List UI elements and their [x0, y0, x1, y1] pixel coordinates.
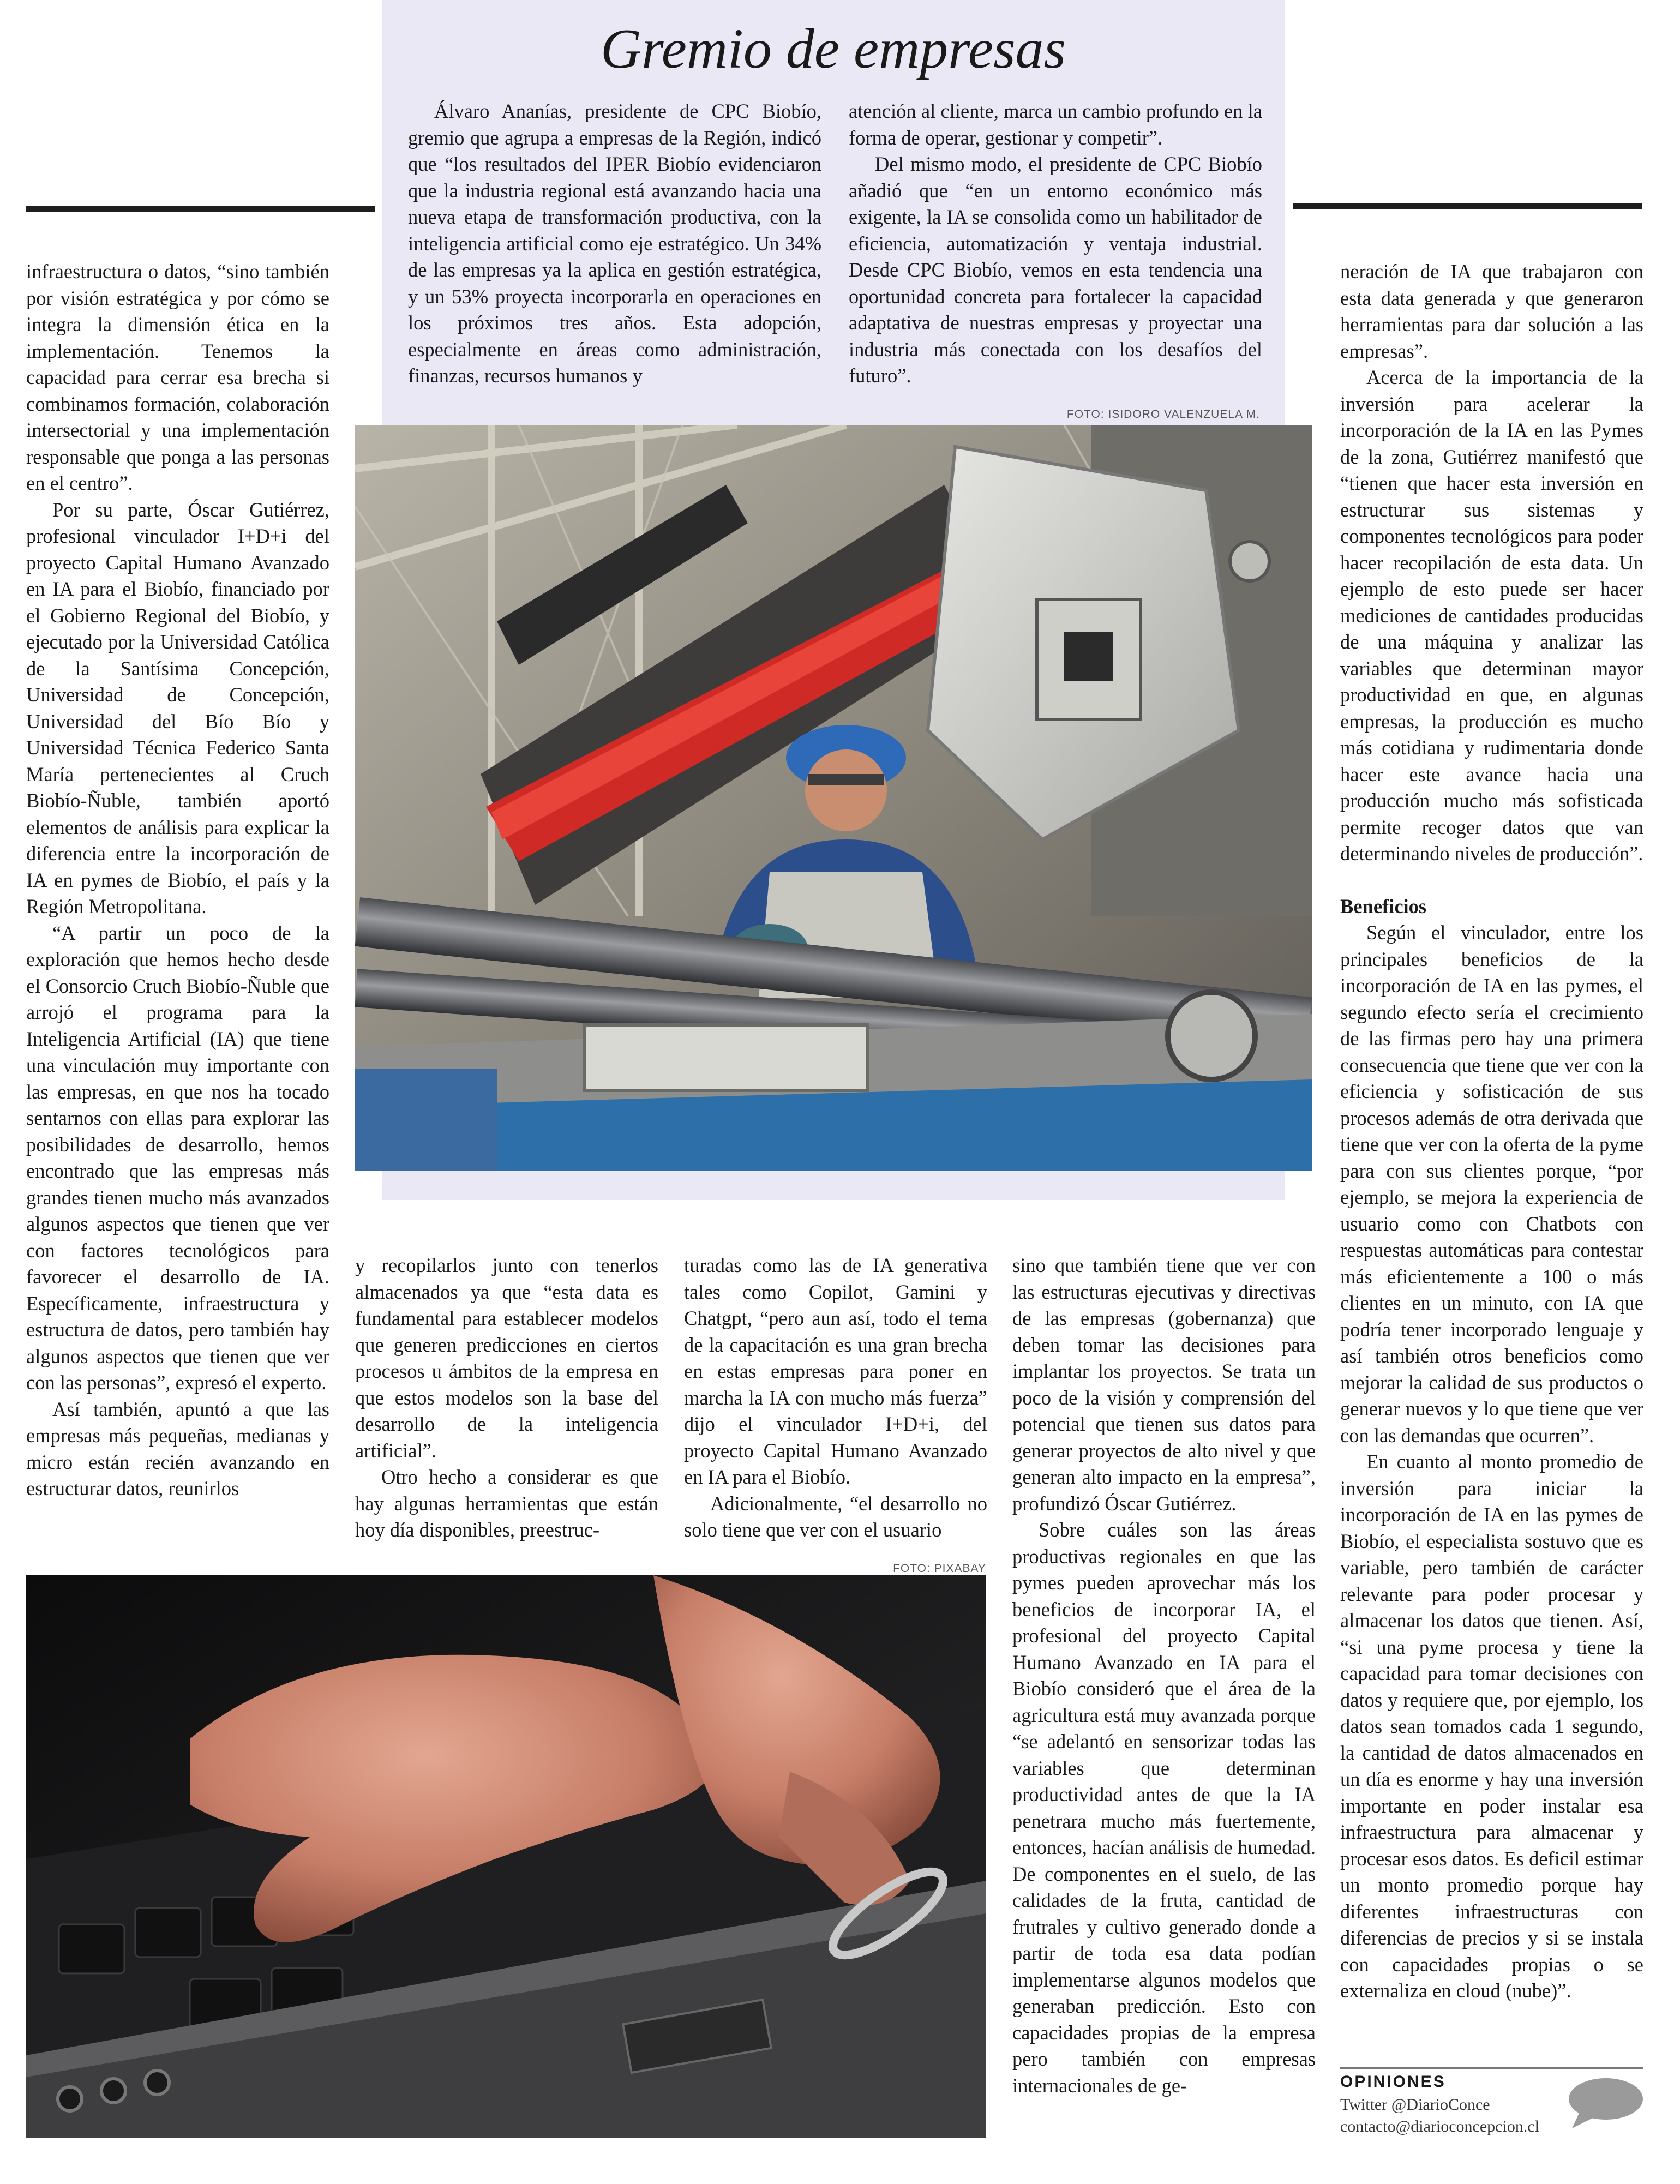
- article-paragraph: neración de IA que trabajaron con esta data generada y que generaron herramientas para dar solución a las empresas”.: [1340, 260, 1643, 362]
- article-paragraph: Según el vinculador, entre los principales beneficios de la incorporación de IA en las pymes, el segundo efecto sería el crecimiento de las firmas pero hay una primera consecuencia que tiene que ver con la eficiencia y sofisticación de sus procesos además de otra derivada que tiene que ver con la oferta de la pyme para con sus clientes porque, “por ejemplo, se mejora la experiencia de usuario como con Chatbots con respuestas automáticas para contestar más eficientemente a 100 o más clientes en un minuto, con IA que podría tener incorporado lenguaje y así también otros beneficios como mejorar la calidad de sus productos o generar nuevos y lo que tiene que ver con las demandas que ocurren”.: [1340, 921, 1643, 1447]
- photo-credit-keyboard: FOTO: PIXABAY: [893, 1562, 986, 1575]
- article-column-2: [355, 1252, 658, 1558]
- article-column-1: [26, 259, 329, 1557]
- box-title: Gremio de empresas: [600, 17, 1066, 80]
- box-paragraph: atención al cliente, marca un cambio profundo en la forma de operar, gestionar y competir”.: [849, 100, 1262, 149]
- article-paragraph: Acerca de la importancia de la inversión para acelerar la incorporación de la IA en las Pymes de la zona, Gutiérrez manifestó que “tienen que hacer esta inversión en estructurar sus sistemas y componentes tecnológicos para poder hacer recopilación de esta data. Un ejemplo de esto puede ser hacer mediciones de cantidades producidas de una máquina y analizar las variables que determinan mayor productividad en que, en algunas empresas, la producción es mucho más cotidiana y rudimentaria donde hacer este avance hacia una producción mucho más sofisticada permite recoger datos que van determinando niveles de producción”.: [1340, 366, 1643, 865]
- article-paragraph: “A partir un poco de la exploración que hemos hecho desde el Consorcio Cruch Biobío-Ñuble que arrojó el programa para la Inteligencia Artificial (IA) que tiene una vinculación muy importante con las empresas, en que nos ha tocado sentarnos con ellas para explorar las posibilidades de desarrollo, hemos encontrado que las empresas más grandes tienen mucho más avanzados algunos aspectos que tienen que ver con factores tecnológicos para favorecer el desarrollo de IA. Específicamente, infraestructura y estructura de datos, pero también hay algunos aspectos que tienen que ver con las personas”, expresó el experto.: [26, 921, 329, 1394]
- opiniones-twitter[interactable]: Twitter @DiarioConce: [1340, 2096, 1490, 2114]
- article-paragraph: Otro hecho a considerar es que hay algunas herramientas que están hoy día disponibles, preestruc-: [355, 1466, 658, 1541]
- keyboard-photo: [26, 1575, 986, 2138]
- speech-bubble-icon: [1567, 2076, 1645, 2129]
- top-rule-left: [26, 206, 375, 212]
- article-column-5: [1340, 259, 1643, 2053]
- article-paragraph: Adicionalmente, “el desarrollo no solo tiene que ver con el usuario: [684, 1492, 987, 1541]
- box-paragraph: Del mismo modo, el presidente de CPC Biobío añadió que “en un entorno económico más exigente, la IA se consolida como un habilitador de eficiencia, automatización y ventaja industrial. Desde CPC Biobío, vemos en esta tendencia una oportunidad concreta para fortalecer la capacidad adaptativa de nuestras empresas y proyectar una industria más conectada con los desafíos del futuro”.: [849, 153, 1262, 387]
- box-paragraph: Álvaro Ananías, presidente de CPC Biobío, gremio que agrupa a empresas de la Región, indicó que “los resultados del IPER Biobío evidenciaron que la industria regional está avanzando hacia una nueva etapa de transformación productiva, con la inteligencia artificial como eje estratégico. Un 34% de las empresas ya la aplica en gestión estratégica, y un 53% proyecta incorporarla en operaciones en los próximos tres años. Esta adopción, especialmente en áreas como administración, finanzas, recursos humanos y: [408, 100, 821, 387]
- opiniones-heading: OPINIONES: [1340, 2073, 1446, 2091]
- keyboard-hands-illustration: [26, 1575, 986, 2138]
- article-paragraph: infraestructura o datos, “sino también por visión estratégica y por cómo se integra la dimensión ética en la implementación. Tenemos la capacidad para cerrar esa brecha si combinamos formación, colaboración intersectorial y una implementación responsable que ponga a las personas en el centro”.: [26, 260, 329, 494]
- opiniones-rule: [1340, 2067, 1643, 2069]
- top-rule-right: [1293, 203, 1642, 209]
- article-paragraph: y recopilarlos junto con tenerlos almacenados ya que “esta data es fundamental para establecer modelos que generen predicciones en ciertos procesos u ámbitos de la empresa en que estos modelos son la base del desarrollo de la inteligencia artificial”.: [355, 1254, 658, 1462]
- box-column-right: [849, 98, 1262, 393]
- factory-photo: [355, 425, 1312, 1171]
- article-paragraph: Por su parte, Óscar Gutiérrez, profesional vinculador I+D+i del proyecto Capital Humano Avanzado en IA para el Biobío, financiado por el Gobierno Regional del Biobío, y ejecutado por la Universidad Católica de la Santísima Concepción, Universidad de Concepción, Universidad del Bío Bío y Universidad Técnica Federico Santa María pertenecientes al Cruch Biobío-Ñuble, también aportó elementos de análisis para explicar la diferencia entre la incorporación de IA en pymes de Biobío, el país y la Región Metropolitana.: [26, 498, 329, 917]
- article-column-3: [684, 1252, 987, 1558]
- box-column-left: [408, 98, 821, 393]
- factory-illustration: [355, 425, 1312, 1171]
- article-paragraph: Así también, apuntó a que las empresas más pequeñas, medianas y micro están recién avanzando en estructurar datos, reunirlos: [26, 1397, 329, 1499]
- article-column-4: [1012, 1252, 1316, 2169]
- subheading-beneficios: Beneficios: [1340, 895, 1427, 917]
- article-paragraph: turadas como las de IA generativa tales como Copilot, Gamini y Chatgpt, “pero aun así, todo el tema de la capacitación es una gran brecha en estas empresas para poner en marcha la IA con mucho más fuerza” dijo el vinculador I+D+i, del proyecto Capital Humano Avanzado en IA para el Biobío.: [684, 1254, 987, 1488]
- photo-credit-factory: FOTO: ISIDORO VALENZUELA M.: [1066, 408, 1260, 421]
- opiniones-email[interactable]: contacto@diarioconcepcion.cl: [1340, 2117, 1539, 2135]
- article-paragraph: sino que también tiene que ver con las estructuras ejecutivas y directivas de las empresas (gobernanza) que deben tomar las decisiones para implantar los proyectos. Se trata un poco de la visión y comprensión del potencial que tienen sus datos para generar proyectos de alto nivel y que generan alto impacto en la empresa”, profundizó Óscar Gutiérrez.: [1012, 1254, 1316, 1515]
- article-paragraph: En cuanto al monto promedio de inversión para iniciar la incorporación de IA en las pymes de Biobío, el especialista sostuvo que es variable, pero también de carácter relevante para poder procesar y almacenar los datos que tienen. Así, “si una pyme procesa y tiene la capacidad para tomar decisiones con datos y requiere que, por ejemplo, los datos sean tomados cada 1 segundo, la cantidad de datos almacenados en un día es enorme y hay una inversión importante en poder instalar esa infraestructura para almacenar y procesar esos datos. Es deficil estimar un monto promedio porque hay diferentes infraestructuras con diferencias de precios y si se instala con capacidades propias o se externaliza en cloud (nube)”.: [1340, 1450, 1643, 2002]
- article-paragraph: Sobre cuáles son las áreas productivas regionales en que las pymes pueden aprovechar más los beneficios de incorporar IA, el profesional del proyecto Capital Humano Avanzado en IA para el Biobío consideró que el área de la agricultura está muy avanzada porque “se adelantó en sensorizar todas las variables que determinan productividad antes de que la IA penetrara mucho más fuertemente, entonces, hacían análisis de humedad. De componentes en el suelo, de las calidades de la fruta, cantidad de frutrales y cultivo generado donde a partir de toda esa data podían implementarse algunos modelos que generaban predicción. Esto con capacidades propias de la empresa pero también con empresas internacionales de ge-: [1012, 1519, 1316, 2097]
